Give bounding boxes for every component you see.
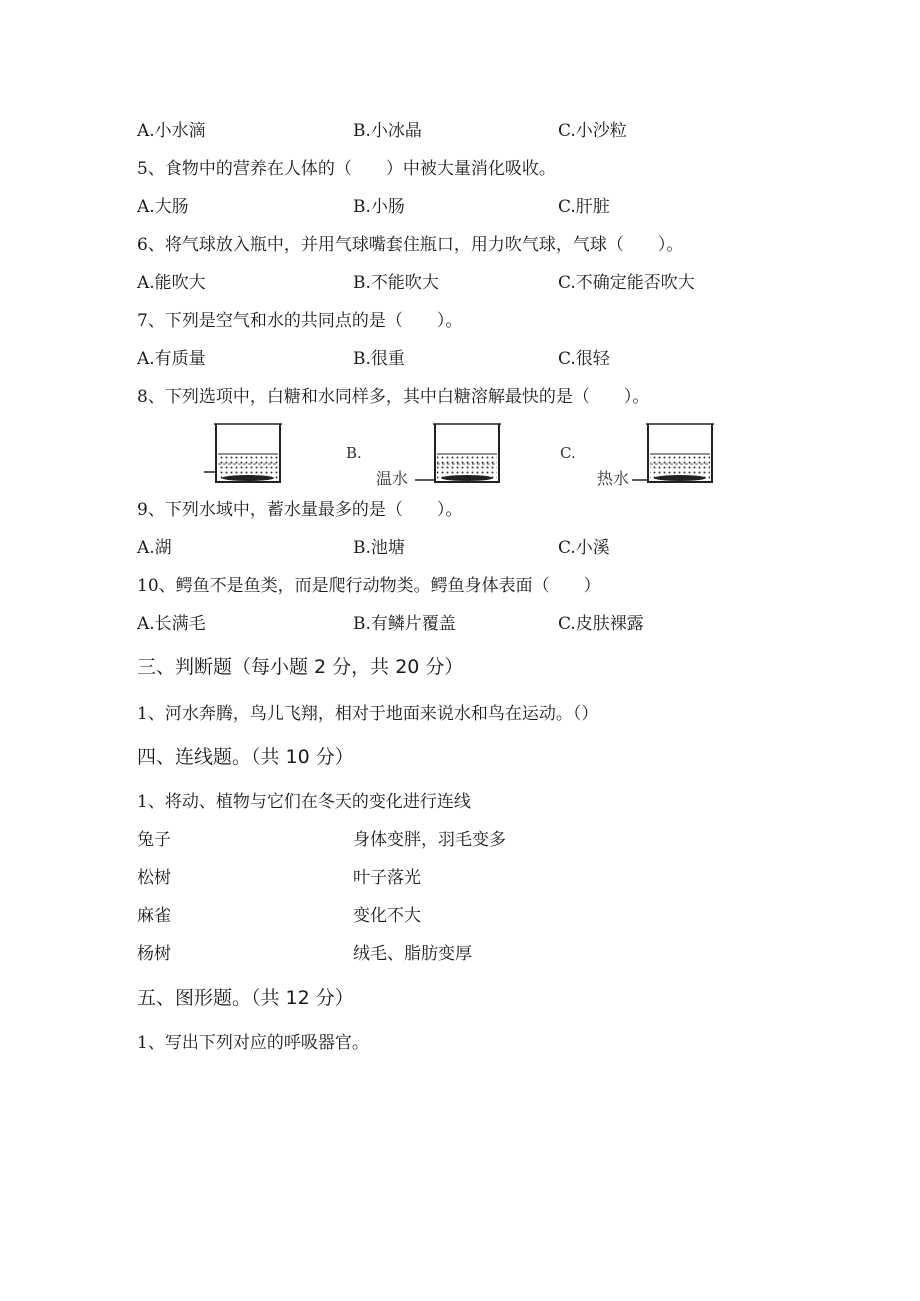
option-b-label: B. [346,444,362,462]
q4-option-c: C.小沙粒 [558,121,627,141]
q6-option-a: A.能吹大 [137,273,206,293]
q7-option-a: A.有质量 [137,349,206,369]
section-4-q1: 1、将动、植物与它们在冬天的变化进行连线 [137,792,471,812]
beaker-a-figure [204,420,286,486]
q6-question: 6、将气球放入瓶中，并用气球嘴套住瓶口，用力吹气球，气球（ ）。 [137,235,684,255]
hot-water-label: 热水 [597,469,630,488]
q5-option-b: B.小肠 [353,197,405,217]
q5-question: 5、食物中的营养在人体的（ ）中被大量消化吸收。 [137,159,556,179]
q9-question: 9、下列水域中，蓄水量最多的是（ ）。 [137,500,463,520]
section-5-heading: 五、图形题。（共 12 分） [137,987,354,1009]
section-3-q1: 1、河水奔腾，鸟儿飞翔，相对于地面来说水和鸟在运动。（） [137,704,599,724]
match-left-item: 松树 [137,868,171,888]
warm-water-label: 温水 [376,469,409,488]
q10-option-a: A.长满毛 [137,614,206,634]
q9-option-c: C.小溪 [558,538,610,558]
q7-option-c: C.很轻 [558,349,610,369]
match-right-item: 绒毛、脂肪变厚 [353,944,472,964]
section-3-heading: 三、判断题（每小题 2 分，共 20 分） [137,656,464,678]
match-right-item: 叶子落光 [353,868,421,888]
q4-option-a: A.小水滴 [137,121,206,141]
q6-option-c: C.不确定能否吹大 [558,273,695,293]
q9-option-a: A.湖 [137,538,172,558]
match-left-item: 杨树 [137,944,171,964]
q6-option-b: B.不能吹大 [353,273,439,293]
match-right-item: 变化不大 [353,906,421,926]
q4-option-b: B.小冰晶 [353,121,422,141]
option-c-label: C. [560,444,576,462]
match-left-item: 麻雀 [137,906,171,926]
q10-option-c: C.皮肤裸露 [558,614,644,634]
q7-question: 7、下列是空气和水的共同点的是（ ）。 [137,311,463,331]
q9-option-b: B.池塘 [353,538,405,558]
q8-question: 8、下列选项中，白糖和水同样多，其中白糖溶解最快的是（ ）。 [137,387,650,407]
q10-option-b: B.有鳞片覆盖 [353,614,456,634]
q5-option-a: A.大肠 [137,197,189,217]
match-left-item: 兔子 [137,830,171,850]
beaker-b-figure [415,420,503,486]
section-5-q1: 1、写出下列对应的呼吸器官。 [137,1033,369,1053]
q7-option-b: B.很重 [353,349,405,369]
q5-option-c: C.肝脏 [558,197,610,217]
section-4-heading: 四、连线题。（共 10 分） [137,746,354,768]
q10-question: 10、鳄鱼不是鱼类，而是爬行动物类。鳄鱼身体表面（ ） [137,576,601,596]
match-right-item: 身体变胖，羽毛变多 [353,830,506,850]
beaker-c-figure [632,420,716,486]
